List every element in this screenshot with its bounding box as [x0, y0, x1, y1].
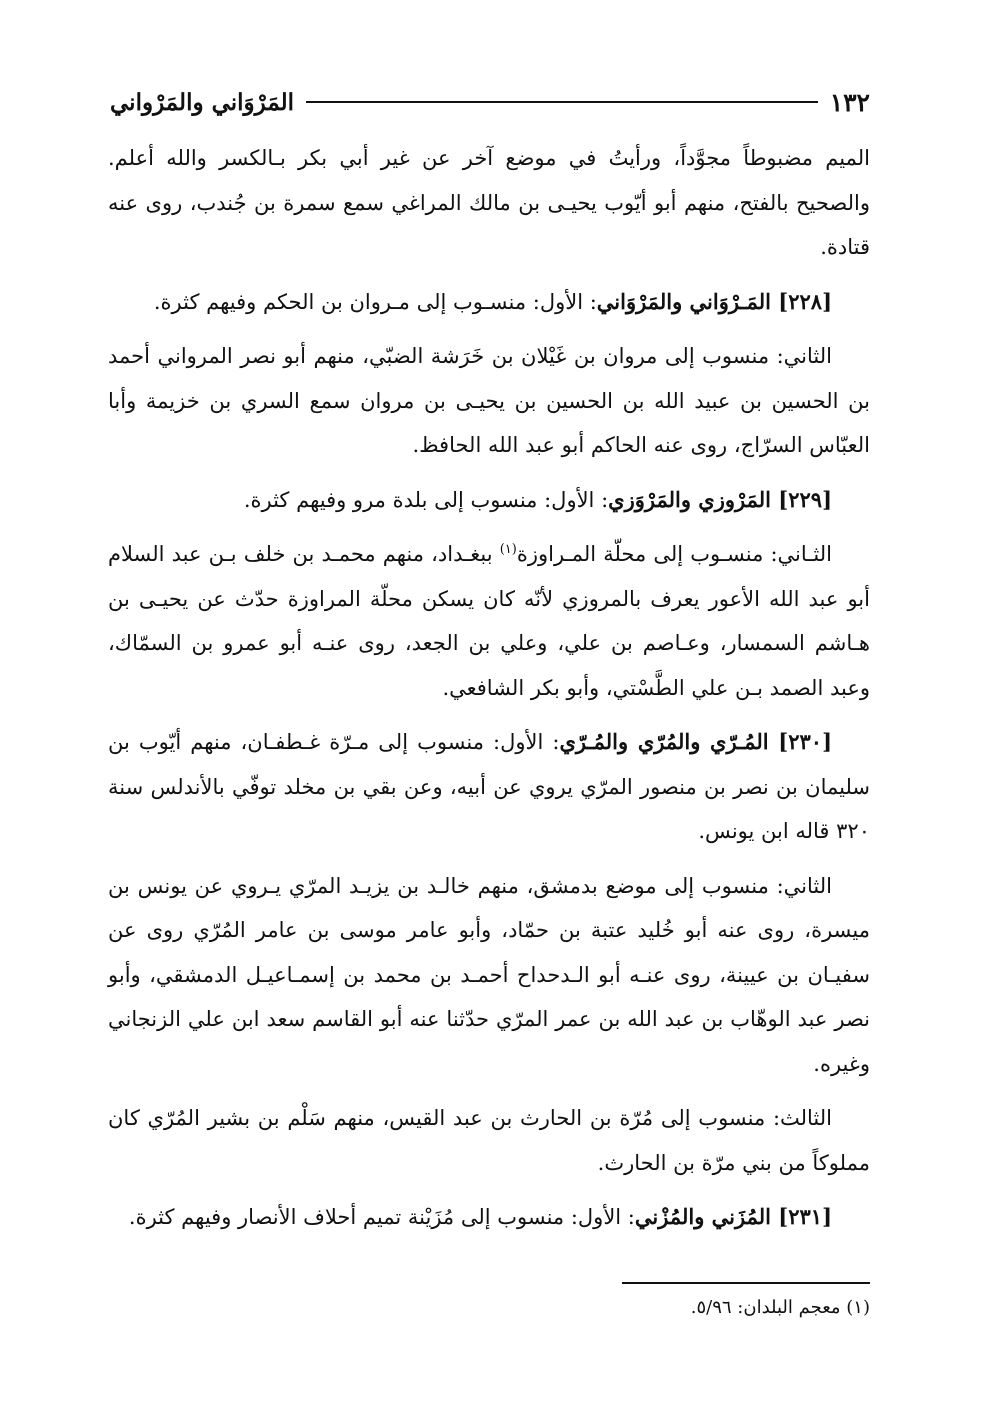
paragraph-text: الثالث: منسوب إلى مُرّة بن الحارث بن عبد القيس، منهم سَلْم بن بشير المُرّي كان مملوكاً من بني مرّة بن الحارث.	[108, 1106, 870, 1175]
entry-heading: [٢٢٨] المَـرْوَاني والمَرْوَاني	[596, 288, 832, 314]
entry-heading: [٢٣١] المُزَني والمُزْني	[634, 1204, 832, 1229]
footnote-rule	[622, 1282, 870, 1284]
entry-text: : الأول: منسوب إلى مُزَيْنة تميم أحلاف الأنصار وفيهم كثرة.	[128, 1205, 635, 1229]
entry-228	[108, 280, 870, 325]
entry-text: : الأول: منسوب إلى مـرّة غـطفـان، منهم أيّوب بن سليمان بن نصر بن منصور المرّي يروي عن أبيه، وعن بقي بن مخلد توفّي بالأندلس سنة ٣٢٠ قاله ابن يونس.	[108, 730, 870, 843]
main-text	[108, 136, 870, 1250]
entry-231	[108, 1195, 870, 1240]
paragraph-second-marwazi	[108, 532, 870, 710]
paragraph-second-marwani	[108, 334, 870, 468]
entry-heading: [٢٣٠] المُـرّي والمُرّي والمُـرّي	[559, 729, 832, 754]
paragraph-second-murri	[108, 864, 870, 1087]
page-header	[110, 82, 870, 122]
entry-text: : الأول: منسوب إلى بلدة مرو وفيهم كثرة.	[243, 487, 609, 512]
paragraph-text: الثاني: منسوب إلى موضع بدمشق، منهم خالـد بن يزيـد المرّي يـروي عن يونس بن ميسرة، روى عنه أبو خُليد عتبة بن حمّاد، وأبو عامر موسى بن عامر المُرّي روى عن سفيـان بن عيينة، روى عنـه أبو الـدحداح أحمـد بن محمد بن إسمـاعيـل الدمشقي، وأبو نصر عبد الوهّاب بن عبد الله بن عمر المرّي حدّثنا عنه أبو القاسم سعد ابن علي الزنجاني وغيره.	[108, 873, 870, 1076]
paragraph-continuation	[108, 136, 870, 270]
paragraph-text: الميم مضبوطاً مجوَّداً، ورأيتُ في موضع آخر عن غير أبي بكر بـالكسر والله أعلم. والصحيح بالفتح، منهم أبو أيّوب يحيـى بن مالك المراغي سمع سمرة بن جُندب، روى عنه قتادة.	[108, 146, 870, 259]
paragraph-third-murri	[108, 1096, 870, 1185]
entry-230	[108, 720, 870, 854]
entry-heading: [٢٢٩] المَرْوزي والمَرْوَزي	[608, 486, 832, 512]
paragraph-text: الثاني: منسوب إلى مروان بن غَيْلان بن خَرَشة الضبّي، منهم أبو نصر المرواني أحمد بن الحسين بن عبيد الله بن الحسين بن يحيـى بن مروان سمع السري بن خزيمة وأبا العبّاس السرّاج، روى عنه الحاكم أبو عبد الله الحافظ.	[108, 344, 870, 457]
page-number: ١٣٢	[829, 87, 870, 117]
running-title: المَرْوَاني والمَرْواني	[110, 88, 295, 116]
header-rule	[306, 101, 818, 103]
paragraph-text: ببغـداد، منهم محمـد بن خلف بـن عبد السلام أبو عبد الله الأعور يعرف بالمروزي لأنّه كان يسكن محلّة المراوزة حدّث عن يحيـى بن هـاشم السمسار، وعـاصم بن علي، وعلي بن الجعد، روى عنـه أبو عمرو بن السمّاك، وعبد الصمد بـن علي الطَّسْتي، وأبو بكر الشافعي.	[108, 542, 870, 700]
entry-229	[108, 478, 870, 523]
footnote	[108, 1292, 870, 1324]
paragraph-text: الثـاني: منسـوب إلى محلّة المـراوزة	[516, 542, 832, 566]
entry-text: : الأول: منسـوب إلى مـروان بن الحكم وفيهم كثرة.	[153, 289, 597, 314]
footnote-reference[interactable]: (١)	[499, 542, 517, 557]
footnote-text: (١) معجم البلدان: ٥/٩٦.	[690, 1297, 870, 1318]
